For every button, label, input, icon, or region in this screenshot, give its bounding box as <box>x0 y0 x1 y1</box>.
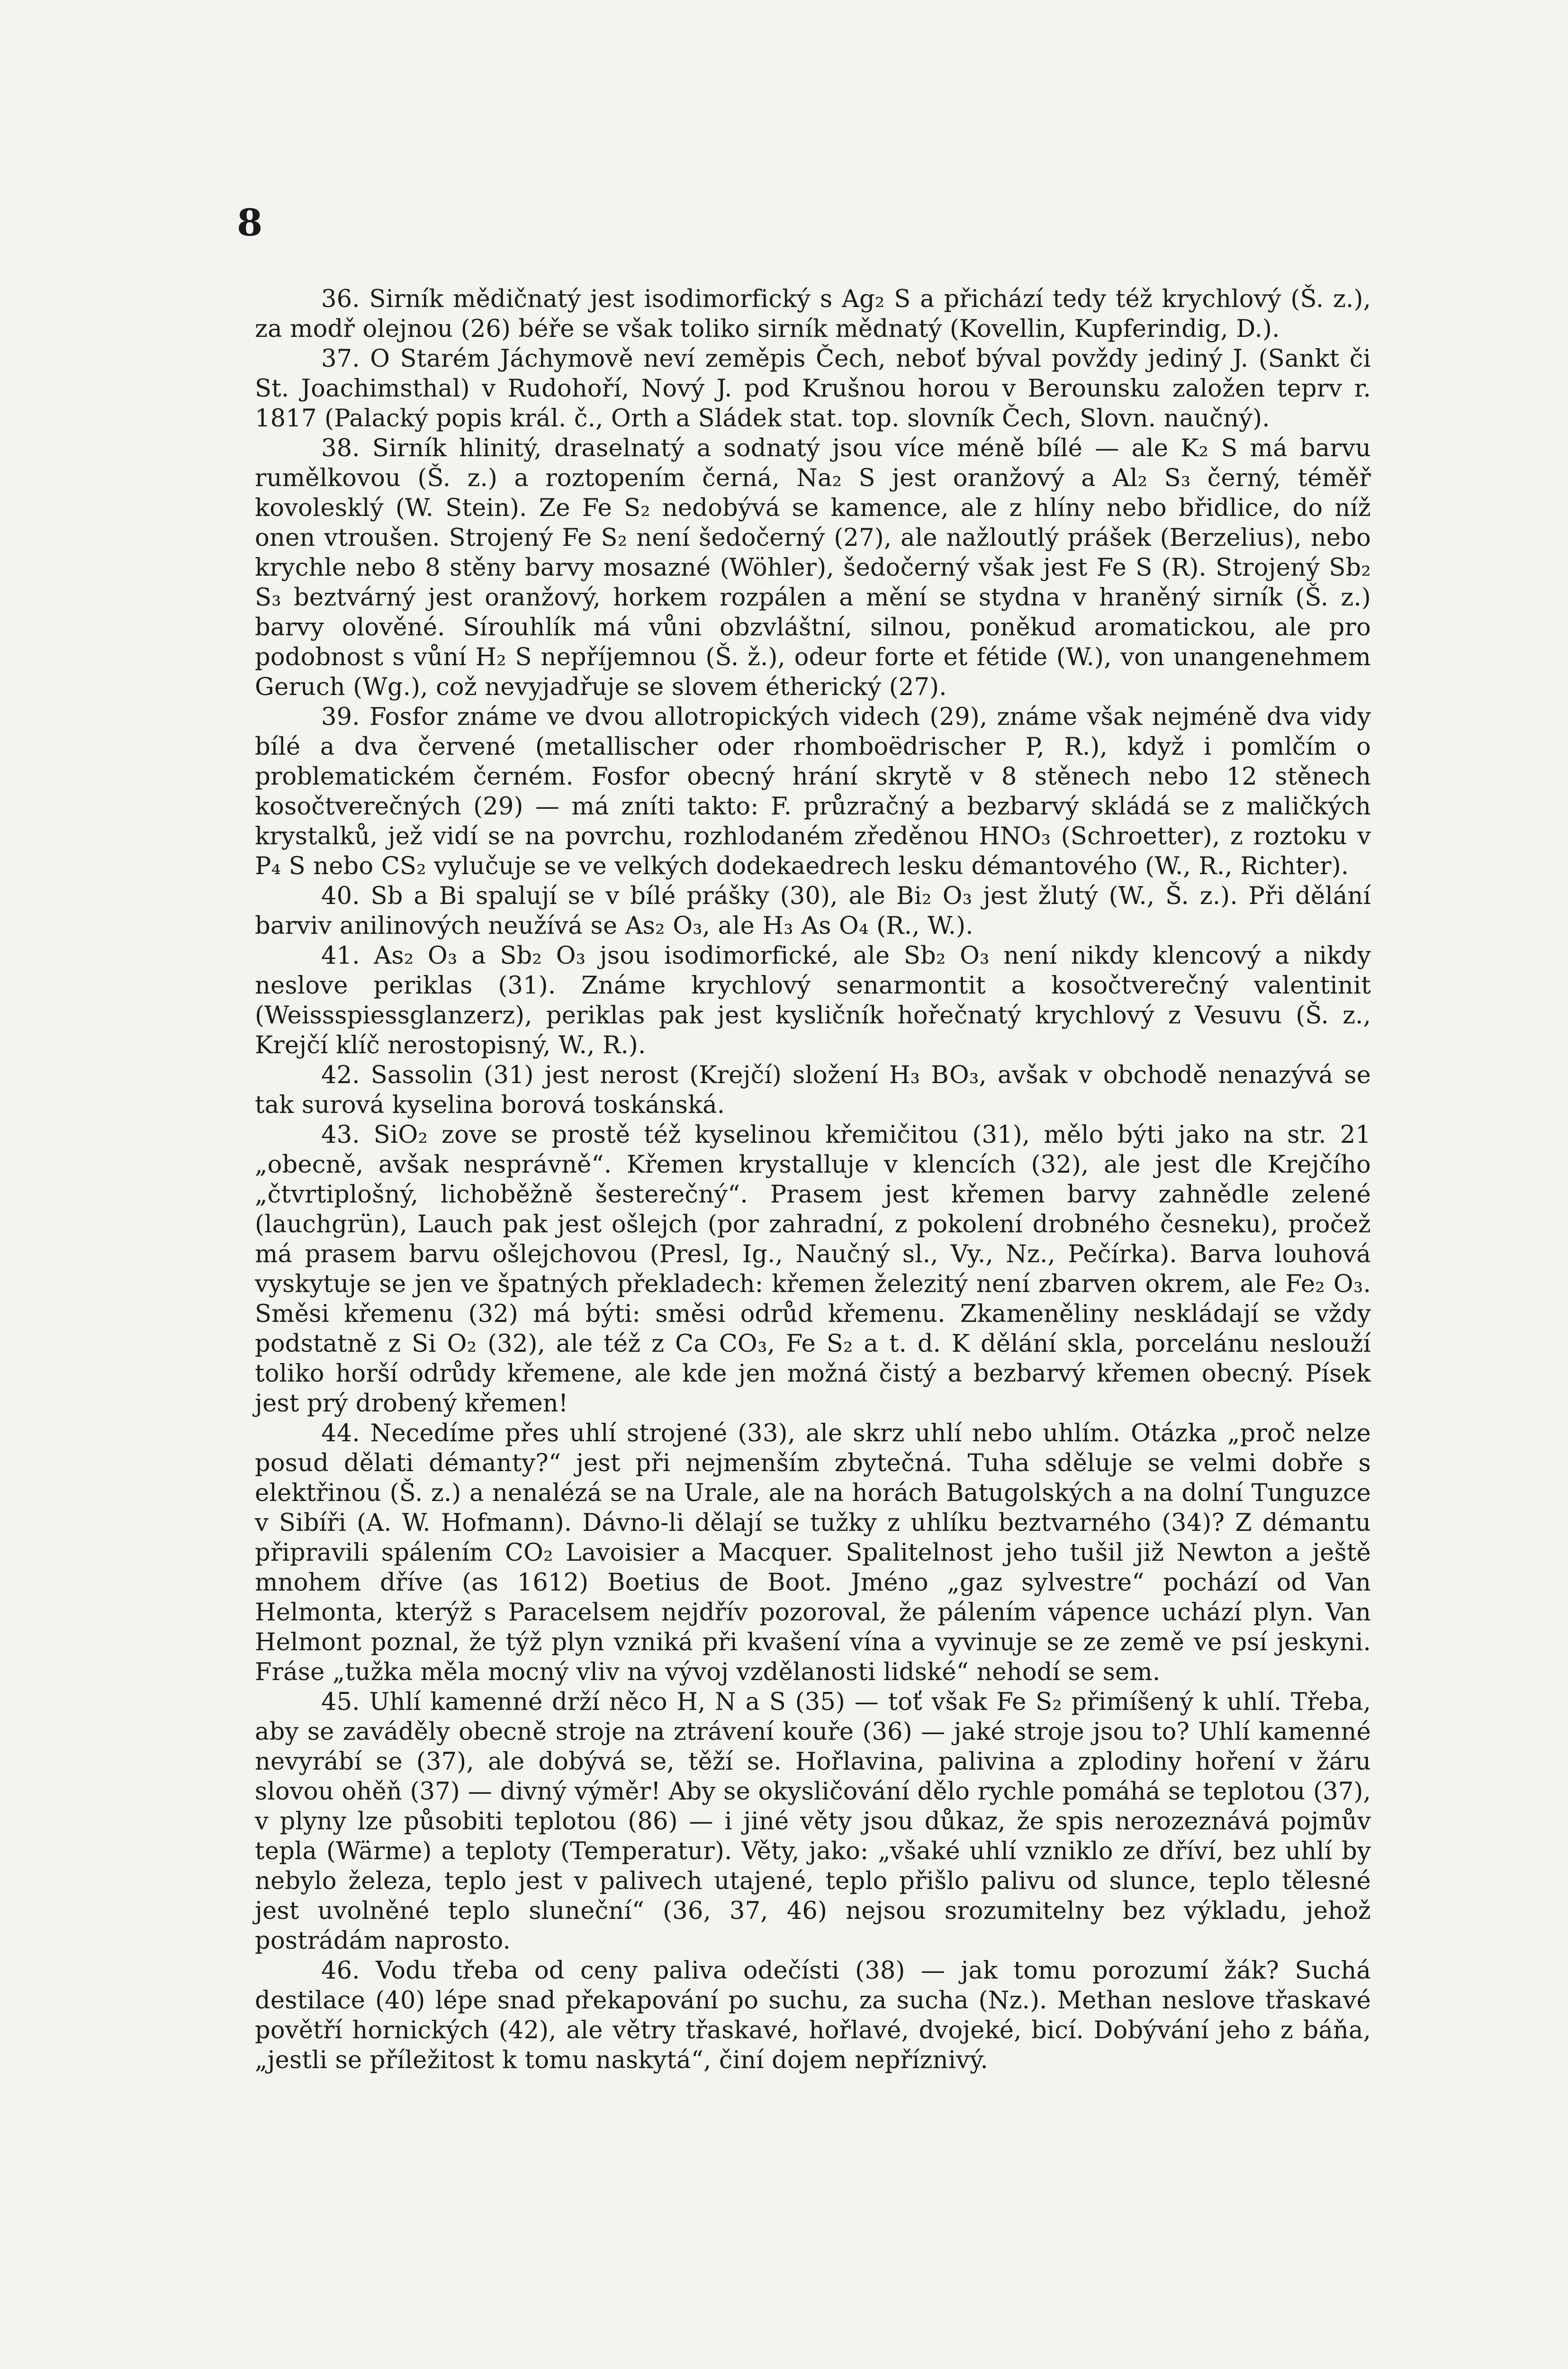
page-number: 8 <box>237 201 263 244</box>
body-text <box>255 284 1371 2075</box>
paragraph-36: 36. Sirník mědičnatý jest isodimorfický s Ag₂ S a přichází tedy též krychlový (Š. z.), za modř olejnou (26) béře se však toliko sirník mědnatý (Kovellin, Kupferindig, D.). <box>255 285 1371 343</box>
paragraph-38: 38. Sirník hlinitý, draselnatý a sodnatý jsou více méně bílé — ale K₂ S má barvu rumělkovou (Š. z.) a roztopením černá, Na₂ S jest oranžový a Al₂ S₃ černý, téměř kovolesklý (W. Stein). Ze Fe S₂ nedobývá se kamence, ale z hlíny nebo břidlice, do níž onen vtroušen. Strojený Fe S₂ není šedočerný (27), ale nažloutlý prášek (Berzelius), nebo krychle nebo 8 stěny barvy mosazné (Wöhler), šedočerný však jest Fe S (R). Strojený Sb₂ S₃ beztvárný jest oranžový, horkem rozpálen a mění se stydna v hraněný sirník (Š. z.) barvy olověné. Sírouhlík má vůni obzvláštní, silnou, poněkud aromatickou, ale pro podobnost s vůní H₂ S nepříjemnou (Š. ž.), odeur forte et fétide (W.), von unangenehmem Geruch (Wg.), což nevyjadřuje se slovem étherický (27). <box>255 434 1371 701</box>
paragraph-43: 43. SiO₂ zove se prostě též kyselinou křemičitou (31), mělo býti jako na str. 21 „obecně, avšak nesprávně“. Křemen krystalluje v klencích (32), ale jest dle Krejčího „čtvrtiplošný, lichoběžně šesterečný“. Prasem jest křemen barvy zahnědle zelené (lauchgrün), Lauch pak jest ošlejch (por zahradní, z pokolení drobného česneku), pročež má prasem barvu ošlejchovou (Presl, Ig., Naučný sl., Vy., Nz., Pečírka). Barva louhová vyskytuje se jen ve špatných překladech: křemen železitý není zbarven okrem, ale Fe₂ O₃. Směsi křemenu (32) má býti: směsi odrůd křemenu. Zkameněliny neskládají se vždy podstatně z Si O₂ (32), ale též z Ca CO₃, Fe S₂ a t. d. K dělání skla, porcelánu neslouží toliko horší odrůdy křemene, ale kde jen možná čistý a bezbarvý křemen obecný. Písek jest prý drobený křemen! <box>255 1121 1371 1418</box>
paragraph-45: 45. Uhlí kamenné drží něco H, N a S (35) — toť však Fe S₂ přimíšený k uhlí. Třeba, aby se zaváděly obecně stroje na ztrávení kouře (36) — jaké stroje jsou to? Uhlí kamenné nevyrábí se (37), ale dobývá se, těží se. Hořlavina, palivina a zplodiny hoření v žáru slovou ohěň (37) — divný výměr! Aby se okysličování dělo rychle pomáhá se teplotou (37), v plyny lze působiti teplotou (86) — i jiné věty jsou důkaz, že spis nerozeznává pojmův tepla (Wärme) a teploty (Temperatur). Věty, jako: „všaké uhlí vzniklo ze dříví, bez uhlí by nebylo železa, teplo jest v palivech utajené, teplo přišlo palivu od slunce, teplo tělesné jest uvolněné teplo sluneční“ (36, 37, 46) nejsou srozumitelny bez výkladu, jehož postrádám naprosto. <box>255 1688 1371 1955</box>
paragraph-46: 46. Vodu třeba od ceny paliva odečísti (38) — jak tomu porozumí žák? Suchá destilace (40) lépe snad překapování po suchu, za sucha (Nz.). Methan neslove třaskavé povětří hornických (42), ale větry třaskavé, hořlavé, dvojeké, bicí. Dobývání jeho z báňa, „jestli se příležitost k tomu naskytá“, činí dojem nepříznivý. <box>255 1957 1371 2074</box>
paragraph-39: 39. Fosfor známe ve dvou allotropických videch (29), známe však nejméně dva vidy bílé a dva červené (metallischer oder rhomboëdrischer P, R.), když i pomlčím o problematickém černém. Fosfor obecný hrání skrytě v 8 stěnech nebo 12 stěnech kosočtverečných (29) — má zníti takto: F. průzračný a bezbarvý skládá se z maličkých krystalků, jež vidí se na povrchu, rozhlodaném zředěnou HNO₃ (Schroetter), z roztoku v P₄ S nebo CS₂ vylučuje se ve velkých dodekaedrech lesku démantového (W., R., Richter). <box>255 703 1371 880</box>
paragraph-42: 42. Sassolin (31) jest nerost (Krejčí) složení H₃ BO₃, avšak v obchodě nenazývá se tak surová kyselina borová toskánská. <box>255 1061 1371 1119</box>
paragraph-44: 44. Necedíme přes uhlí strojené (33), ale skrz uhlí nebo uhlím. Otázka „proč nelze posud dělati démanty?“ jest při nejmenším zbytečná. Tuha sděluje se velmi dobře s elektřinou (Š. z.) a nenalézá se na Urale, ale na horách Batugolských a na dolní Tunguzce v Sibíři (A. W. Hofmann). Dávno-li dělají se tužky z uhlíku beztvarného (34)? Z démantu připravili spálením CO₂ Lavoisier a Macquer. Spalitelnost jeho tušil již Newton a ještě mnohem dříve (as 1612) Boetius de Boot. Jméno „gaz sylvestre“ pochází od Van Helmonta, kterýž s Paracelsem nejdřív pozoroval, že pálením vápence uchází plyn. Van Helmont poznal, že týž plyn vzniká při kvašení vína a vyvinuje se ze země ve psí jeskyni. Fráse „tužka měla mocný vliv na vývoj vzdělanosti lidské“ nehodí se sem. <box>255 1420 1371 1686</box>
paragraph-40: 40. Sb a Bi spalují se v bílé prášky (30), ale Bi₂ O₃ jest žlutý (W., Š. z.). Při dělání barviv anilinových neužívá se As₂ O₃, ale H₃ As O₄ (R., W.). <box>255 882 1371 940</box>
paragraph-41: 41. As₂ O₃ a Sb₂ O₃ jsou isodimorfické, ale Sb₂ O₃ není nikdy klencový a nikdy neslove periklas (31). Známe krychlový senarmontit a kosočtverečný valentinit (Weissspiessglanzerz), periklas pak jest kysličník hořečnatý krychlový z Vesuvu (Š. z., Krejčí klíč nerostopisný, W., R.). <box>255 942 1371 1059</box>
paragraph-37: 37. O Starém Jáchymově neví zeměpis Čech, neboť býval povždy jediný J. (Sankt či St. Joachimsthal) v Rudohoří, Nový J. pod Krušnou horou v Berounsku založen teprv r. 1817 (Palacký popis král. č., Orth a Sládek stat. top. slovník Čech, Slovn. naučný). <box>255 345 1371 433</box>
